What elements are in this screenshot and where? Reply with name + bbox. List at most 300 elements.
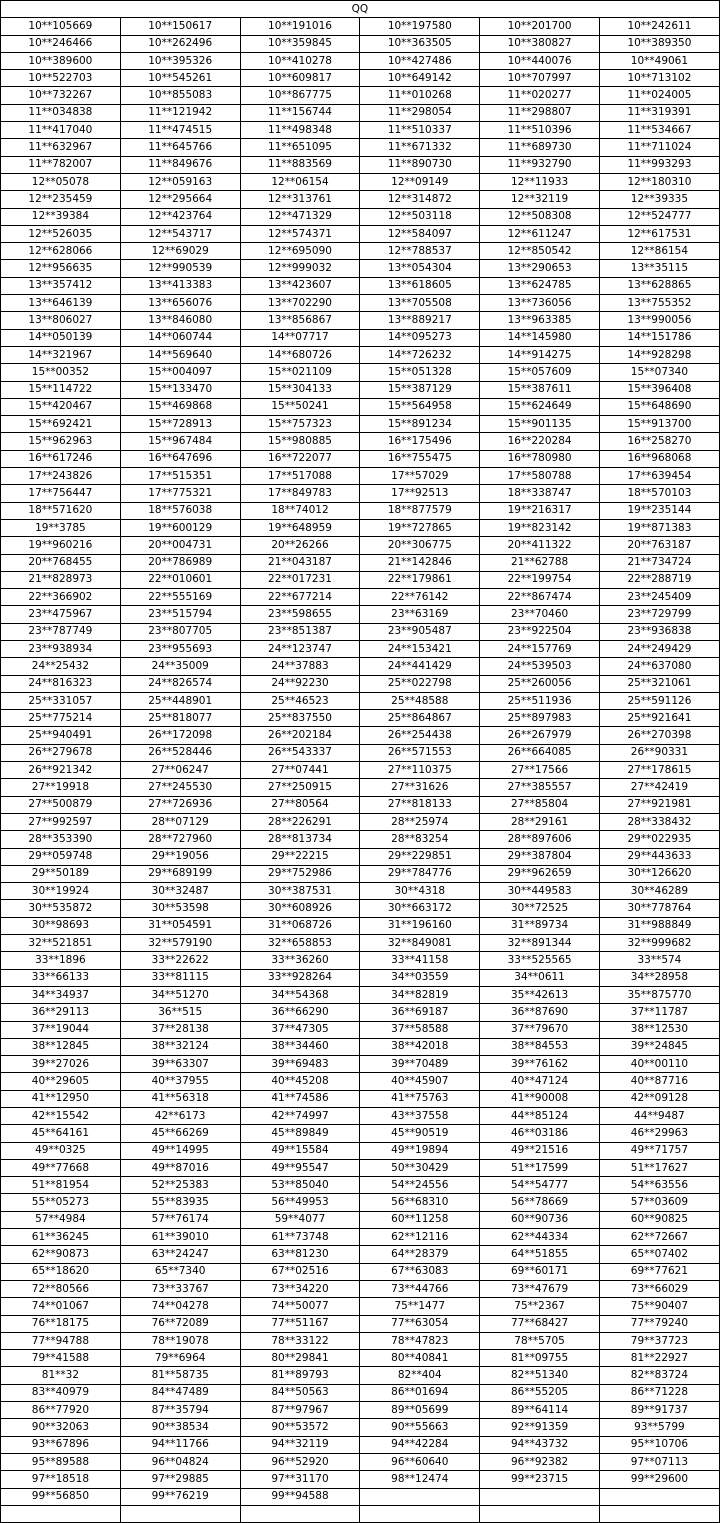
table-cell[interactable]: 29**022935 xyxy=(599,831,719,848)
table-cell[interactable]: 96**04824 xyxy=(120,1453,240,1470)
table-cell[interactable]: 15**133470 xyxy=(120,381,240,398)
table-cell[interactable]: 24**441429 xyxy=(360,658,480,675)
table-cell[interactable]: 25**897983 xyxy=(480,710,600,727)
table-cell[interactable]: 12**471329 xyxy=(240,208,360,225)
table-cell[interactable]: 13**618605 xyxy=(360,277,480,294)
table-cell[interactable]: 62**44334 xyxy=(480,1229,600,1246)
table-cell[interactable]: 82**404 xyxy=(360,1367,480,1384)
table-cell[interactable]: 53**85040 xyxy=(240,1177,360,1194)
table-cell[interactable]: 10**246466 xyxy=(1,35,121,52)
table-cell[interactable]: 21**734724 xyxy=(599,554,719,571)
table-cell[interactable]: 40**45208 xyxy=(240,1073,360,1090)
table-cell[interactable]: 30**126620 xyxy=(599,865,719,882)
table-cell[interactable]: 37**58588 xyxy=(360,1021,480,1038)
table-cell[interactable]: 67**02516 xyxy=(240,1263,360,1280)
table-cell[interactable]: 11**298054 xyxy=(360,104,480,121)
table-cell[interactable]: 26**270398 xyxy=(599,727,719,744)
table-cell[interactable]: 86**55205 xyxy=(480,1384,600,1401)
table-cell[interactable]: 24**249429 xyxy=(599,640,719,657)
table-cell[interactable]: 19**235144 xyxy=(599,502,719,519)
table-cell[interactable]: 18**338747 xyxy=(480,485,600,502)
table-cell[interactable]: 30**608926 xyxy=(240,900,360,917)
table-cell[interactable]: 12**999032 xyxy=(240,260,360,277)
table-cell[interactable]: 22**288719 xyxy=(599,571,719,588)
table-cell[interactable]: 14**569640 xyxy=(120,346,240,363)
table-cell[interactable]: 78**47823 xyxy=(360,1332,480,1349)
table-cell[interactable]: 13**423607 xyxy=(240,277,360,294)
table-cell[interactable]: 20**786989 xyxy=(120,554,240,571)
table-cell[interactable]: 12**05078 xyxy=(1,173,121,190)
table-cell[interactable]: 30**663172 xyxy=(360,900,480,917)
table-cell[interactable]: 15**962963 xyxy=(1,433,121,450)
table-cell[interactable]: 16**647696 xyxy=(120,450,240,467)
table-cell[interactable]: 19**648959 xyxy=(240,519,360,536)
table-cell[interactable]: 61**73748 xyxy=(240,1229,360,1246)
table-cell[interactable]: 15**967484 xyxy=(120,433,240,450)
table-cell[interactable]: 12**584097 xyxy=(360,225,480,242)
table-cell[interactable]: 29**387804 xyxy=(480,848,600,865)
table-cell[interactable]: 11**034838 xyxy=(1,104,121,121)
table-cell[interactable]: 27**992597 xyxy=(1,813,121,830)
table-cell[interactable]: 21**62788 xyxy=(480,554,600,571)
table-cell[interactable]: 10**545261 xyxy=(120,70,240,87)
table-cell[interactable]: 15**913700 xyxy=(599,416,719,433)
table-cell[interactable]: 84**47489 xyxy=(120,1384,240,1401)
table-cell[interactable]: 42**74997 xyxy=(240,1108,360,1125)
table-cell[interactable]: 22**76142 xyxy=(360,589,480,606)
table-cell[interactable]: 82**51340 xyxy=(480,1367,600,1384)
table-cell[interactable]: 11**534667 xyxy=(599,122,719,139)
table-cell[interactable]: 26**254438 xyxy=(360,727,480,744)
table-cell[interactable]: 77**63054 xyxy=(360,1315,480,1332)
table-cell[interactable]: 12**526035 xyxy=(1,225,121,242)
table-cell[interactable]: 10**363505 xyxy=(360,35,480,52)
table-cell[interactable]: 27**42419 xyxy=(599,779,719,796)
table-cell[interactable]: 34**34937 xyxy=(1,986,121,1003)
table-cell[interactable] xyxy=(120,1505,240,1522)
table-cell[interactable]: 64**28379 xyxy=(360,1246,480,1263)
table-cell[interactable]: 15**891234 xyxy=(360,416,480,433)
table-cell[interactable]: 14**928298 xyxy=(599,346,719,363)
table-cell[interactable]: 27**80564 xyxy=(240,796,360,813)
table-cell[interactable]: 15**980885 xyxy=(240,433,360,450)
table-cell[interactable]: 36**29113 xyxy=(1,1004,121,1021)
table-cell[interactable]: 36**66290 xyxy=(240,1004,360,1021)
table-cell[interactable]: 10**867775 xyxy=(240,87,360,104)
table-cell[interactable]: 12**313761 xyxy=(240,191,360,208)
table-cell[interactable]: 18**74012 xyxy=(240,502,360,519)
table-cell[interactable]: 16**722077 xyxy=(240,450,360,467)
table-cell[interactable]: 77**51167 xyxy=(240,1315,360,1332)
table-cell[interactable]: 15**114722 xyxy=(1,381,121,398)
table-cell[interactable]: 13**656076 xyxy=(120,295,240,312)
table-cell[interactable]: 13**736056 xyxy=(480,295,600,312)
table-cell[interactable]: 33**574 xyxy=(599,952,719,969)
table-cell[interactable]: 22**677214 xyxy=(240,589,360,606)
table-cell[interactable] xyxy=(480,1505,600,1522)
table-cell[interactable]: 20**768455 xyxy=(1,554,121,571)
table-cell[interactable]: 35**42613 xyxy=(480,986,600,1003)
table-cell[interactable]: 10**262496 xyxy=(120,35,240,52)
table-cell[interactable]: 28**727960 xyxy=(120,831,240,848)
table-cell[interactable]: 19**216317 xyxy=(480,502,600,519)
table-cell[interactable]: 74**50077 xyxy=(240,1298,360,1315)
table-cell[interactable]: 40**87716 xyxy=(599,1073,719,1090)
table-cell[interactable]: 26**528446 xyxy=(120,744,240,761)
table-cell[interactable]: 12**850542 xyxy=(480,243,600,260)
table-cell[interactable]: 13**702290 xyxy=(240,295,360,312)
table-cell[interactable]: 32**579190 xyxy=(120,935,240,952)
table-cell[interactable]: 35**875770 xyxy=(599,986,719,1003)
table-cell[interactable]: 15**624649 xyxy=(480,398,600,415)
table-cell[interactable]: 49**19894 xyxy=(360,1142,480,1159)
table-cell[interactable]: 13**806027 xyxy=(1,312,121,329)
table-cell[interactable]: 33**81115 xyxy=(120,969,240,986)
table-cell[interactable]: 45**64161 xyxy=(1,1125,121,1142)
table-cell[interactable]: 23**475967 xyxy=(1,606,121,623)
table-cell[interactable]: 39**70489 xyxy=(360,1056,480,1073)
table-cell[interactable]: 69**60171 xyxy=(480,1263,600,1280)
table-cell[interactable]: 10**389600 xyxy=(1,52,121,69)
table-cell[interactable]: 90**38534 xyxy=(120,1419,240,1436)
table-cell[interactable]: 13**963385 xyxy=(480,312,600,329)
table-cell[interactable]: 12**180310 xyxy=(599,173,719,190)
table-cell[interactable]: 17**515351 xyxy=(120,468,240,485)
table-cell[interactable]: 24**92230 xyxy=(240,675,360,692)
table-cell[interactable]: 16**220284 xyxy=(480,433,600,450)
table-cell[interactable]: 59**4077 xyxy=(240,1211,360,1228)
table-cell[interactable]: 34**82819 xyxy=(360,986,480,1003)
table-cell[interactable]: 41**90008 xyxy=(480,1090,600,1107)
table-cell[interactable]: 20**26266 xyxy=(240,537,360,554)
table-cell[interactable]: 33**928264 xyxy=(240,969,360,986)
table-cell[interactable]: 23**851387 xyxy=(240,623,360,640)
table-cell[interactable]: 29**689199 xyxy=(120,865,240,882)
table-cell[interactable]: 97**31170 xyxy=(240,1471,360,1488)
table-cell[interactable]: 22**017231 xyxy=(240,571,360,588)
table-cell[interactable]: 19**3785 xyxy=(1,519,121,536)
table-cell[interactable]: 25**591126 xyxy=(599,692,719,709)
table-cell[interactable]: 37**79670 xyxy=(480,1021,600,1038)
table-cell[interactable]: 36**87690 xyxy=(480,1004,600,1021)
table-cell[interactable]: 27**921981 xyxy=(599,796,719,813)
table-cell[interactable]: 74**04278 xyxy=(120,1298,240,1315)
table-cell[interactable]: 40**47124 xyxy=(480,1073,600,1090)
table-cell[interactable]: 17**580788 xyxy=(480,468,600,485)
table-cell[interactable]: 24**816323 xyxy=(1,675,121,692)
table-cell[interactable]: 90**55663 xyxy=(360,1419,480,1436)
table-cell[interactable]: 13**889217 xyxy=(360,312,480,329)
table-cell[interactable]: 23**598655 xyxy=(240,606,360,623)
table-cell[interactable]: 52**25383 xyxy=(120,1177,240,1194)
table-cell[interactable]: 99**94588 xyxy=(240,1488,360,1505)
table-cell[interactable]: 19**600129 xyxy=(120,519,240,536)
table-cell[interactable]: 21**142846 xyxy=(360,554,480,571)
table-cell[interactable]: 17**57029 xyxy=(360,468,480,485)
table-cell[interactable]: 83**40979 xyxy=(1,1384,121,1401)
table-cell[interactable]: 29**443633 xyxy=(599,848,719,865)
table-cell[interactable]: 17**517088 xyxy=(240,468,360,485)
table-cell[interactable]: 27**19918 xyxy=(1,779,121,796)
table-cell[interactable]: 49**77668 xyxy=(1,1159,121,1176)
table-cell[interactable]: 19**727865 xyxy=(360,519,480,536)
table-cell[interactable]: 10**201700 xyxy=(480,18,600,35)
table-cell[interactable]: 10**49061 xyxy=(599,52,719,69)
table-cell[interactable]: 10**522703 xyxy=(1,70,121,87)
table-cell[interactable]: 11**020277 xyxy=(480,87,600,104)
table-cell[interactable]: 15**304133 xyxy=(240,381,360,398)
table-cell[interactable]: 15**50241 xyxy=(240,398,360,415)
table-cell[interactable]: 76**18175 xyxy=(1,1315,121,1332)
table-cell[interactable]: 23**63169 xyxy=(360,606,480,623)
table-cell[interactable]: 25**775214 xyxy=(1,710,121,727)
table-cell[interactable]: 94**32119 xyxy=(240,1436,360,1453)
table-cell[interactable]: 10**242611 xyxy=(599,18,719,35)
table-cell[interactable]: 28**83254 xyxy=(360,831,480,848)
table-cell[interactable]: 15**692421 xyxy=(1,416,121,433)
table-cell[interactable]: 31**068726 xyxy=(240,917,360,934)
table-cell[interactable]: 17**92513 xyxy=(360,485,480,502)
table-cell[interactable]: 23**729799 xyxy=(599,606,719,623)
table-cell[interactable]: 25**864867 xyxy=(360,710,480,727)
table-cell[interactable]: 30**46289 xyxy=(599,883,719,900)
table-cell[interactable]: 13**755352 xyxy=(599,295,719,312)
table-cell[interactable]: 86**77920 xyxy=(1,1402,121,1419)
table-cell[interactable]: 23**70460 xyxy=(480,606,600,623)
table-cell[interactable]: 87**35794 xyxy=(120,1402,240,1419)
table-cell[interactable]: 78**19078 xyxy=(120,1332,240,1349)
table-cell[interactable]: 12**695090 xyxy=(240,243,360,260)
table-cell[interactable]: 27**500879 xyxy=(1,796,121,813)
table-cell[interactable]: 25**921641 xyxy=(599,710,719,727)
table-cell[interactable]: 10**105669 xyxy=(1,18,121,35)
table-cell[interactable]: 10**427486 xyxy=(360,52,480,69)
table-cell[interactable]: 54**24556 xyxy=(360,1177,480,1194)
table-cell[interactable]: 33**1896 xyxy=(1,952,121,969)
table-cell[interactable]: 38**34460 xyxy=(240,1038,360,1055)
table-cell[interactable]: 32**999682 xyxy=(599,935,719,952)
table-cell[interactable]: 19**823142 xyxy=(480,519,600,536)
table-cell[interactable]: 40**45907 xyxy=(360,1073,480,1090)
table-cell[interactable]: 20**306775 xyxy=(360,537,480,554)
table-cell[interactable]: 15**901135 xyxy=(480,416,600,433)
table-cell[interactable]: 62**12116 xyxy=(360,1229,480,1246)
table-cell[interactable]: 41**56318 xyxy=(120,1090,240,1107)
table-cell[interactable]: 25**837550 xyxy=(240,710,360,727)
table-cell[interactable]: 27**31626 xyxy=(360,779,480,796)
table-cell[interactable]: 15**057609 xyxy=(480,364,600,381)
table-cell[interactable]: 12**32119 xyxy=(480,191,600,208)
table-cell[interactable]: 73**47679 xyxy=(480,1280,600,1297)
table-cell[interactable]: 89**91737 xyxy=(599,1402,719,1419)
table-cell[interactable]: 84**50563 xyxy=(240,1384,360,1401)
table-cell[interactable]: 11**510337 xyxy=(360,122,480,139)
table-cell[interactable]: 33**22622 xyxy=(120,952,240,969)
table-cell[interactable]: 62**72667 xyxy=(599,1229,719,1246)
table-cell[interactable]: 23**787749 xyxy=(1,623,121,640)
table-cell[interactable]: 80**29841 xyxy=(240,1350,360,1367)
table-cell[interactable]: 78**5705 xyxy=(480,1332,600,1349)
table-cell[interactable]: 32**891344 xyxy=(480,935,600,952)
table-cell[interactable]: 13**990056 xyxy=(599,312,719,329)
table-cell[interactable]: 37**11787 xyxy=(599,1004,719,1021)
table-cell[interactable] xyxy=(360,1505,480,1522)
table-cell[interactable]: 14**050139 xyxy=(1,329,121,346)
table-cell[interactable]: 12**09149 xyxy=(360,173,480,190)
table-cell[interactable]: 77**79240 xyxy=(599,1315,719,1332)
table-cell[interactable]: 26**279678 xyxy=(1,744,121,761)
table-cell[interactable]: 89**64114 xyxy=(480,1402,600,1419)
table-cell[interactable]: 17**849783 xyxy=(240,485,360,502)
table-cell[interactable]: 11**474515 xyxy=(120,122,240,139)
table-cell[interactable]: 10**359845 xyxy=(240,35,360,52)
table-cell[interactable]: 23**515794 xyxy=(120,606,240,623)
table-cell[interactable]: 75**90407 xyxy=(599,1298,719,1315)
table-cell[interactable]: 33**36260 xyxy=(240,952,360,969)
table-cell[interactable]: 26**571553 xyxy=(360,744,480,761)
table-cell[interactable]: 36**69187 xyxy=(360,1004,480,1021)
table-cell[interactable]: 15**420467 xyxy=(1,398,121,415)
table-cell[interactable]: 34**51270 xyxy=(120,986,240,1003)
table-cell[interactable]: 11**298807 xyxy=(480,104,600,121)
table-cell[interactable]: 81**32 xyxy=(1,1367,121,1384)
table-cell[interactable]: 25**448901 xyxy=(120,692,240,709)
table-cell[interactable]: 16**617246 xyxy=(1,450,121,467)
table-cell[interactable]: 12**628066 xyxy=(1,243,121,260)
table-cell[interactable]: 10**197580 xyxy=(360,18,480,35)
table-cell[interactable]: 92**91359 xyxy=(480,1419,600,1436)
table-cell[interactable]: 27**17566 xyxy=(480,762,600,779)
table-cell[interactable]: 25**260056 xyxy=(480,675,600,692)
table-cell[interactable]: 94**42284 xyxy=(360,1436,480,1453)
table-cell[interactable]: 24**25432 xyxy=(1,658,121,675)
table-cell[interactable]: 55**83935 xyxy=(120,1194,240,1211)
table-cell[interactable]: 74**01067 xyxy=(1,1298,121,1315)
table-cell[interactable]: 41**75763 xyxy=(360,1090,480,1107)
table-cell[interactable]: 13**290653 xyxy=(480,260,600,277)
table-cell[interactable]: 11**010268 xyxy=(360,87,480,104)
table-cell[interactable]: 25**48588 xyxy=(360,692,480,709)
table-cell[interactable]: 11**671332 xyxy=(360,139,480,156)
table-cell[interactable]: 11**651095 xyxy=(240,139,360,156)
table-cell[interactable]: 15**051328 xyxy=(360,364,480,381)
table-cell[interactable]: 12**39384 xyxy=(1,208,121,225)
table-cell[interactable]: 17**756447 xyxy=(1,485,121,502)
table-cell[interactable]: 54**54777 xyxy=(480,1177,600,1194)
table-cell[interactable]: 30**778764 xyxy=(599,900,719,917)
table-cell[interactable]: 22**179861 xyxy=(360,571,480,588)
table-cell[interactable]: 15**564958 xyxy=(360,398,480,415)
table-cell[interactable]: 29**752986 xyxy=(240,865,360,882)
table-cell[interactable]: 10**150617 xyxy=(120,18,240,35)
table-cell[interactable]: 54**63556 xyxy=(599,1177,719,1194)
table-cell[interactable]: 26**664085 xyxy=(480,744,600,761)
table-cell[interactable]: 38**12530 xyxy=(599,1021,719,1038)
table-cell[interactable]: 22**555169 xyxy=(120,589,240,606)
table-cell[interactable]: 12**235459 xyxy=(1,191,121,208)
table-cell[interactable]: 23**807705 xyxy=(120,623,240,640)
table-cell[interactable]: 42**6173 xyxy=(120,1108,240,1125)
table-cell[interactable]: 10**855083 xyxy=(120,87,240,104)
table-cell[interactable]: 10**707997 xyxy=(480,70,600,87)
table-cell[interactable]: 25**022798 xyxy=(360,675,480,692)
table-cell[interactable]: 11**156744 xyxy=(240,104,360,121)
table-cell[interactable] xyxy=(599,1505,719,1522)
table-cell[interactable]: 27**06247 xyxy=(120,762,240,779)
table-cell[interactable]: 30**449583 xyxy=(480,883,600,900)
table-cell[interactable]: 27**250915 xyxy=(240,779,360,796)
table-cell[interactable]: 40**00110 xyxy=(599,1056,719,1073)
table-cell[interactable] xyxy=(480,1488,600,1505)
table-cell[interactable]: 37**28138 xyxy=(120,1021,240,1038)
table-cell[interactable]: 24**157769 xyxy=(480,640,600,657)
table-cell[interactable]: 28**813734 xyxy=(240,831,360,848)
table-cell[interactable]: 23**936838 xyxy=(599,623,719,640)
table-cell[interactable]: 13**35115 xyxy=(599,260,719,277)
table-cell[interactable]: 30**19924 xyxy=(1,883,121,900)
table-cell[interactable]: 20**004731 xyxy=(120,537,240,554)
table-cell[interactable]: 26**543337 xyxy=(240,744,360,761)
table-cell[interactable]: 82**83724 xyxy=(599,1367,719,1384)
table-cell[interactable]: 29**229851 xyxy=(360,848,480,865)
table-cell[interactable]: 39**69483 xyxy=(240,1056,360,1073)
table-cell[interactable]: 12**06154 xyxy=(240,173,360,190)
table-cell[interactable]: 25**818077 xyxy=(120,710,240,727)
table-cell[interactable]: 81**58735 xyxy=(120,1367,240,1384)
table-cell[interactable]: 15**387611 xyxy=(480,381,600,398)
table-cell[interactable]: 13**846080 xyxy=(120,312,240,329)
table-cell[interactable]: 51**17627 xyxy=(599,1159,719,1176)
table-cell[interactable]: 11**711024 xyxy=(599,139,719,156)
table-cell[interactable]: 20**411322 xyxy=(480,537,600,554)
table-cell[interactable]: 27**85804 xyxy=(480,796,600,813)
table-cell[interactable]: 15**648690 xyxy=(599,398,719,415)
table-cell[interactable]: 11**993293 xyxy=(599,156,719,173)
table-cell[interactable]: 29**19056 xyxy=(120,848,240,865)
table-cell[interactable]: 79**6964 xyxy=(120,1350,240,1367)
table-cell[interactable]: 11**645766 xyxy=(120,139,240,156)
table-cell[interactable]: 25**321061 xyxy=(599,675,719,692)
table-cell[interactable]: 30**32487 xyxy=(120,883,240,900)
table-cell[interactable]: 97**29885 xyxy=(120,1471,240,1488)
table-cell[interactable]: 25**940491 xyxy=(1,727,121,744)
table-cell[interactable]: 10**191016 xyxy=(240,18,360,35)
table-cell[interactable]: 99**56850 xyxy=(1,1488,121,1505)
table-cell[interactable]: 29**784776 xyxy=(360,865,480,882)
table-cell[interactable]: 79**41588 xyxy=(1,1350,121,1367)
table-cell[interactable]: 98**12474 xyxy=(360,1471,480,1488)
table-cell[interactable]: 41**12950 xyxy=(1,1090,121,1107)
table-cell[interactable]: 11**417040 xyxy=(1,122,121,139)
table-cell[interactable]: 22**867474 xyxy=(480,589,600,606)
table-cell[interactable]: 15**469868 xyxy=(120,398,240,415)
table-cell[interactable]: 27**110375 xyxy=(360,762,480,779)
table-cell[interactable]: 23**938934 xyxy=(1,640,121,657)
table-cell[interactable]: 36**515 xyxy=(120,1004,240,1021)
table-cell[interactable]: 17**775321 xyxy=(120,485,240,502)
table-cell[interactable]: 67**63083 xyxy=(360,1263,480,1280)
table-cell[interactable]: 62**90873 xyxy=(1,1246,121,1263)
table-cell[interactable]: 12**86154 xyxy=(599,243,719,260)
table-cell[interactable]: 23**955693 xyxy=(120,640,240,657)
table-cell[interactable]: 32**849081 xyxy=(360,935,480,952)
table-cell[interactable]: 28**338432 xyxy=(599,813,719,830)
table-cell[interactable]: 33**525565 xyxy=(480,952,600,969)
table-cell[interactable]: 89**05699 xyxy=(360,1402,480,1419)
table-cell[interactable]: 12**69029 xyxy=(120,243,240,260)
table-cell[interactable]: 73**66029 xyxy=(599,1280,719,1297)
table-cell[interactable]: 22**199754 xyxy=(480,571,600,588)
